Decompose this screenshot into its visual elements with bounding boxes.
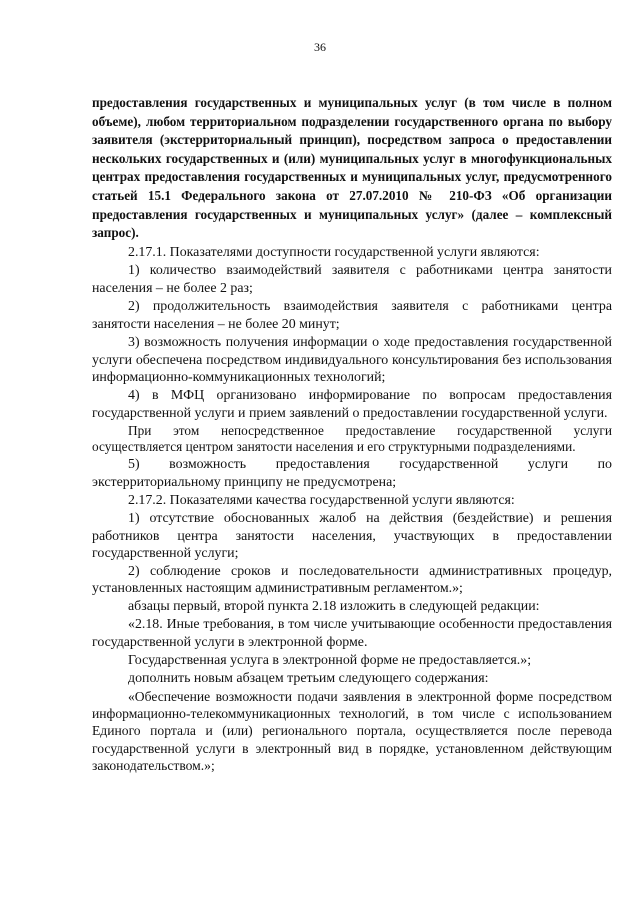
- paragraph-quality-1: 1) отсутствие обоснованных жалоб на действия (бездействие) и решения работников центра занятости населения, участвующих в предоставлении государственной услуги;: [92, 511, 612, 561]
- paragraph-availability-4: 4) в МФЦ организовано информирование по вопросам предоставления государственной услуги и прием заявлений о предоставлении государственной услуги.: [92, 387, 612, 421]
- paragraph-add-third: дополнить новым абзацем третьим следующего содержания:: [128, 670, 489, 686]
- paragraph-2-17-1: 2.17.1. Показателями доступности государственной услуги являются:: [128, 244, 540, 260]
- paragraph-availability-5: 5) возможность предоставления государственной услуги по экстерриториальному принципу не предусмотрена;: [92, 456, 612, 490]
- paragraph-availability-1: 1) количество взаимодействий заявителя с работниками центра занятости населения – не более 2 раз;: [92, 262, 612, 296]
- paragraph-quality-2: 2) соблюдение сроков и последовательности административных процедур, установленных настоящим административным регламентом.»;: [92, 563, 612, 596]
- paragraph-electronic-form: Государственная услуга в электронной форме не предоставляется.»;: [128, 652, 532, 668]
- paragraph-2-17-2: 2.17.2. Показателями качества государственной услуги являются:: [128, 492, 515, 508]
- paragraph-amend-2-18: абзацы первый, второй пункта 2.18 изложить в следующей редакции:: [128, 598, 540, 614]
- document-body: [92, 94, 612, 774]
- page-number: 36: [314, 40, 326, 54]
- paragraph-electronic-submission: «Обеспечение возможности подачи заявления в электронной форме посредством информационно-телекоммуникационных технологий, в том числе с использованием Единого портала и (или) регионального портала, осуществляется после перевода государственной услуги в электронный вид в порядке, установленном действующим законодательством.»;: [92, 688, 612, 773]
- intro-bold-paragraph: предоставления государственных и муниципальных услуг (в том числе в полном объеме), любом территориальном подразделении государственного органа по выбору заявителя (экстерриториальный принцип), посредством запроса о предоставлении нескольких государственных и (или) муниципальных услуг в многофункциональных центрах предоставления государственных и муниципальных услуг, предусмотренного статьей 15.1 Федерального закона от 27.07.2010 № 210-ФЗ «Об организации предоставления государственных и муниципальных услуг» (далее – комплексный запрос).: [92, 95, 612, 241]
- paragraph-availability-2: 2) продолжительность взаимодействия заявителя с работниками центра занятости населения – не более 20 минут;: [92, 299, 612, 333]
- paragraph-2-18: «2.18. Иные требования, в том числе учитывающие особенности предоставления государственной услуги в электронной форме.: [92, 616, 612, 650]
- paragraph-availability-3: 3) возможность получения информации о ходе предоставления государственной услуги обеспечена посредством индивидуального консультирования без использования информационно-коммуникационных технологий;: [92, 335, 612, 386]
- paragraph-note: При этом непосредственное предоставление государственной услуги осуществляется центром занятости населения и его структурными подразделениями.: [92, 422, 612, 455]
